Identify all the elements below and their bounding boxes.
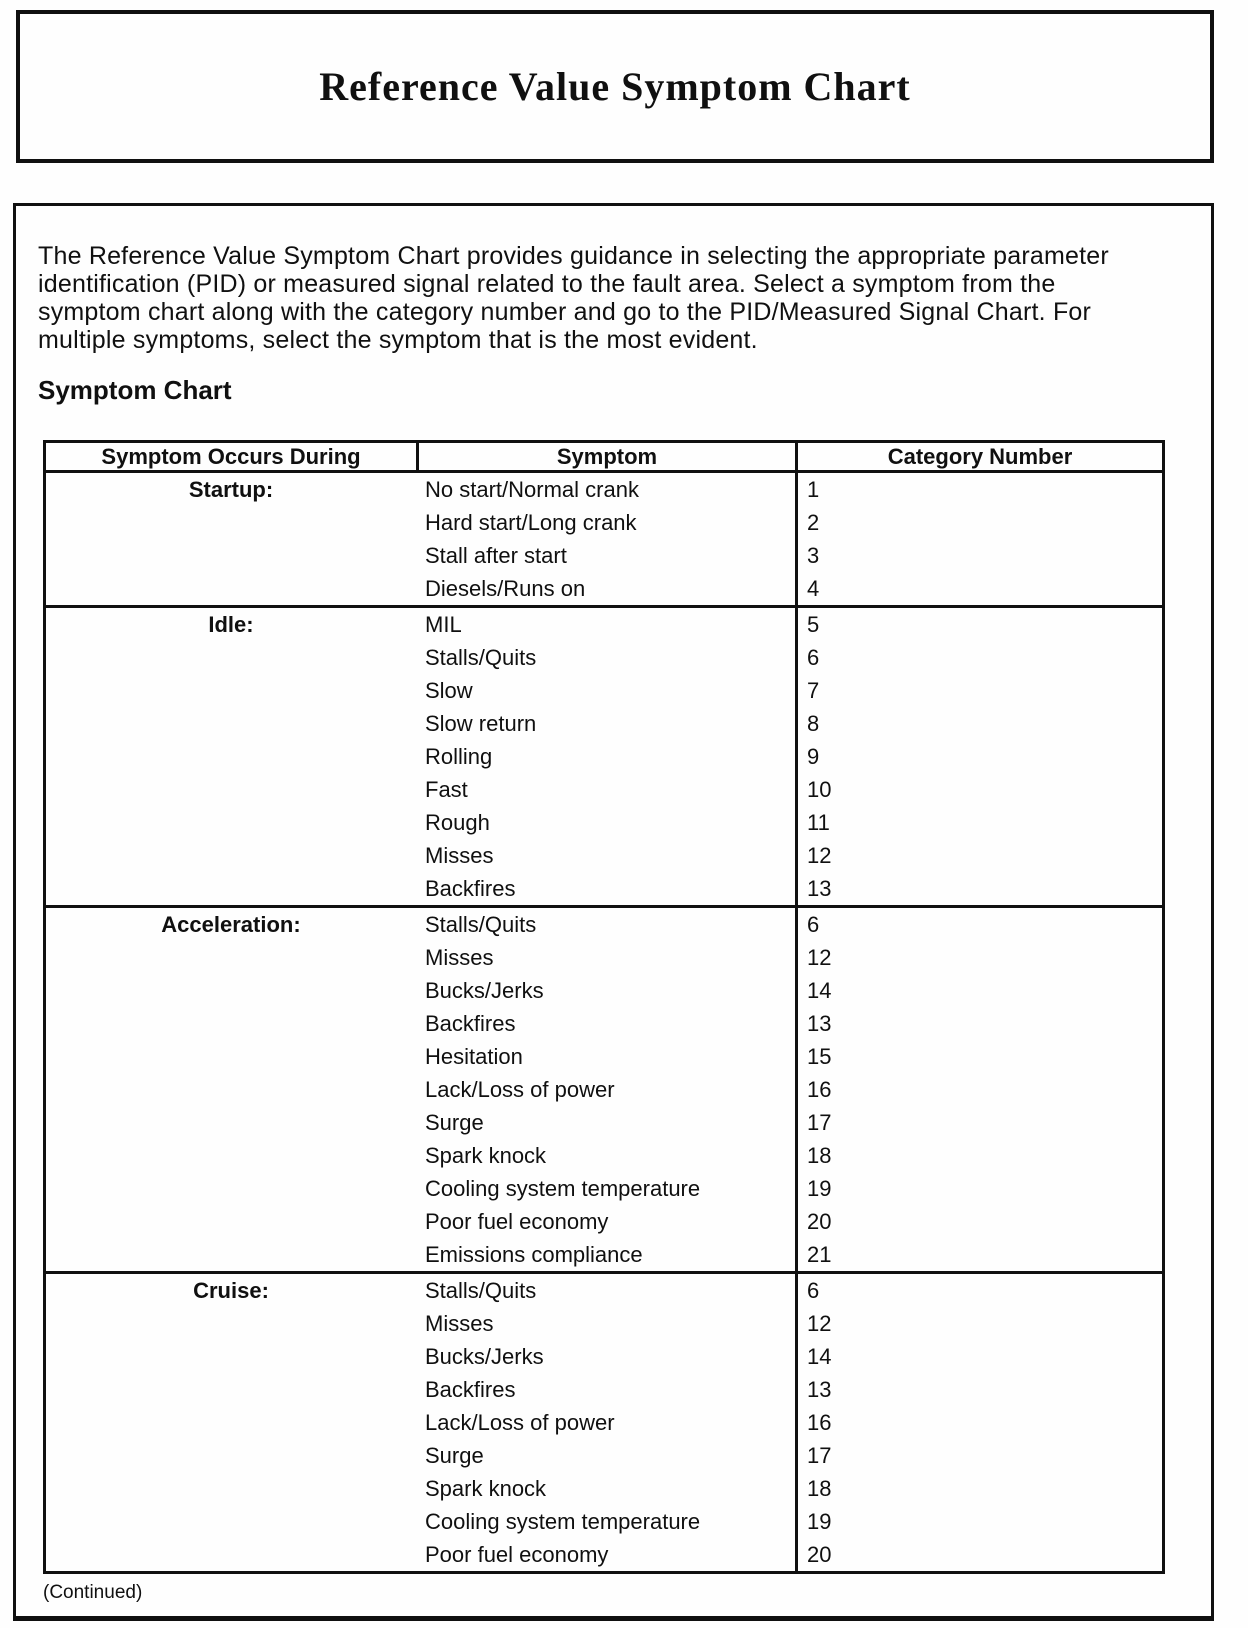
table-row [46,1007,1162,1040]
symptom-cell: Bucks/Jerks [425,1343,544,1369]
symptom-cell: Surge [425,1442,484,1468]
occurs-during-cell [46,674,416,707]
symptom-cell: Backfires [425,1376,516,1402]
symptom-cell: Misses [425,1310,494,1336]
occurs-during-cell [46,773,416,806]
symptom-table [43,440,1165,1574]
category-cell: 11 [795,806,1162,839]
occurs-during-cell [46,1406,416,1439]
table-row [46,872,1162,905]
occurs-during-cell [46,1238,416,1271]
continued-note: (Continued) [43,1582,143,1603]
table-row [46,608,1162,641]
occurs-during-cell [46,1340,416,1373]
symptom-cell: Poor fuel economy [425,1208,609,1234]
table-row [46,674,1162,707]
header-category-number: Category Number [795,443,1162,470]
category-cell: 13 [795,1007,1162,1040]
table-row [46,1106,1162,1139]
table-row [46,974,1162,1007]
symptom-cell: Misses [425,842,494,868]
category-cell: 17 [795,1106,1162,1139]
occurs-during-cell [46,1040,416,1073]
occurs-during-cell [46,506,416,539]
symptom-cell: Lack/Loss of power [425,1409,615,1435]
table-row [46,1406,1162,1439]
intro-line: multiple symptoms, select the symptom that is the most evident. [38,326,758,354]
category-cell: 18 [795,1472,1162,1505]
symptom-cell: Hesitation [425,1043,523,1069]
symptom-cell: No start/Normal crank [425,476,639,502]
occurs-during-cell [46,1472,416,1505]
category-cell: 5 [795,608,1162,641]
table-row [46,473,1162,506]
occurs-during-cell [46,1172,416,1205]
occurs-during-cell [46,974,416,1007]
table-row [46,1172,1162,1205]
symptom-cell: Diesels/Runs on [425,575,586,601]
table-row [46,506,1162,539]
symptom-cell: Cooling system temperature [425,1175,701,1201]
symptom-cell: Cooling system temperature [425,1508,701,1534]
category-cell: 2 [795,506,1162,539]
occurs-during-cell [46,941,416,974]
page-title: Reference Value Symptom Chart [319,64,911,109]
header-occurs-during: Symptom Occurs During [101,443,361,469]
occurs-during-cell [46,1205,416,1238]
category-cell: 10 [795,773,1162,806]
category-cell: 14 [795,974,1162,1007]
category-cell: 1 [795,473,1162,506]
table-row [46,539,1162,572]
table-row [46,1439,1162,1472]
symptom-cell: Misses [425,944,494,970]
category-cell: 6 [795,641,1162,674]
table-row [46,1373,1162,1406]
table-row [46,1205,1162,1238]
category-cell: 4 [795,572,1162,605]
intro-line: The Reference Value Symptom Chart provides guidance in selecting the appropriate parameter [38,242,1109,270]
symptom-cell: Bucks/Jerks [425,977,544,1003]
category-cell: 13 [795,872,1162,905]
category-cell: 12 [795,941,1162,974]
table-row [46,773,1162,806]
symptom-cell: Lack/Loss of power [425,1076,615,1102]
table-row [46,1073,1162,1106]
occurs-during-cell [46,1373,416,1406]
symptom-cell: Spark knock [425,1142,547,1168]
table-row [46,740,1162,773]
occurs-during-cell [46,572,416,605]
table-row [46,1139,1162,1172]
occurs-during-cell: Acceleration: [161,911,301,937]
category-cell: 20 [795,1538,1162,1571]
table-row [46,839,1162,872]
symptom-cell: Surge [425,1109,484,1135]
symptom-group [46,605,1162,905]
occurs-during-cell [46,1439,416,1472]
occurs-during-cell: Startup: [188,476,274,502]
category-cell: 15 [795,1040,1162,1073]
table-row [46,1472,1162,1505]
symptom-group [46,473,1162,605]
symptom-cell: Emissions compliance [425,1241,643,1267]
category-cell: 19 [795,1172,1162,1205]
symptom-cell: Rolling [425,743,493,769]
occurs-during-cell [46,539,416,572]
table-row [46,1274,1162,1307]
symptom-cell: Slow [425,677,473,703]
symptom-cell: Fast [425,776,468,802]
table-row [46,908,1162,941]
category-cell: 8 [795,707,1162,740]
table-row [46,641,1162,674]
category-cell: 6 [795,1274,1162,1307]
table-row [46,1040,1162,1073]
table-header-row [46,443,1162,473]
symptom-cell: Rough [425,809,490,835]
category-cell: 12 [795,1307,1162,1340]
symptom-group [46,905,1162,1271]
title-box [16,10,1214,163]
symptom-table-body [46,473,1162,1571]
symptom-cell: Stalls/Quits [425,1277,537,1303]
symptom-cell: Backfires [425,1010,516,1036]
occurs-during-cell [46,1505,416,1538]
category-cell: 9 [795,740,1162,773]
occurs-during-cell [46,1538,416,1571]
category-cell: 16 [795,1406,1162,1439]
section-heading: Symptom Chart [38,375,232,405]
category-cell: 19 [795,1505,1162,1538]
table-row [46,707,1162,740]
table-row [46,1238,1162,1271]
occurs-during-cell [46,1307,416,1340]
table-row [46,941,1162,974]
occurs-during-cell [46,740,416,773]
occurs-during-cell [46,872,416,905]
table-row [46,1505,1162,1538]
symptom-cell: Spark knock [425,1475,547,1501]
occurs-during-cell [46,707,416,740]
symptom-cell: Poor fuel economy [425,1541,609,1567]
occurs-during-cell: Cruise: [193,1277,269,1303]
symptom-group [46,1271,1162,1571]
category-cell: 7 [795,674,1162,707]
symptom-cell: Slow return [425,710,537,736]
symptom-cell: MIL [425,611,462,637]
table-row [46,1307,1162,1340]
intro-line: symptom chart along with the category number and go to the PID/Measured Signal Chart. For [38,298,1092,326]
category-cell: 13 [795,1373,1162,1406]
category-cell: 3 [795,539,1162,572]
category-cell: 18 [795,1139,1162,1172]
symptom-cell: Stalls/Quits [425,644,537,670]
category-cell: 6 [795,908,1162,941]
content-box [13,203,1214,1621]
table-row [46,1538,1162,1571]
table-row [46,572,1162,605]
occurs-during-cell [46,1139,416,1172]
occurs-during-cell [46,641,416,674]
intro-paragraph [38,242,1109,354]
table-row [46,1340,1162,1373]
occurs-during-cell [46,806,416,839]
occurs-during-cell [46,839,416,872]
symptom-cell: Backfires [425,875,516,901]
category-cell: 20 [795,1205,1162,1238]
category-cell: 17 [795,1439,1162,1472]
occurs-during-cell [46,1007,416,1040]
occurs-during-cell: Idle: [208,611,254,637]
category-cell: 21 [795,1238,1162,1271]
category-cell: 14 [795,1340,1162,1373]
header-symptom: Symptom [416,443,795,470]
category-cell: 12 [795,839,1162,872]
occurs-during-cell [46,1073,416,1106]
intro-line: identification (PID) or measured signal related to the fault area. Select a symptom from the [38,270,1056,298]
symptom-cell: Stall after start [425,542,567,568]
occurs-during-cell [46,1106,416,1139]
category-cell: 16 [795,1073,1162,1106]
table-row [46,806,1162,839]
symptom-cell: Stalls/Quits [425,911,537,937]
symptom-cell: Hard start/Long crank [425,509,637,535]
